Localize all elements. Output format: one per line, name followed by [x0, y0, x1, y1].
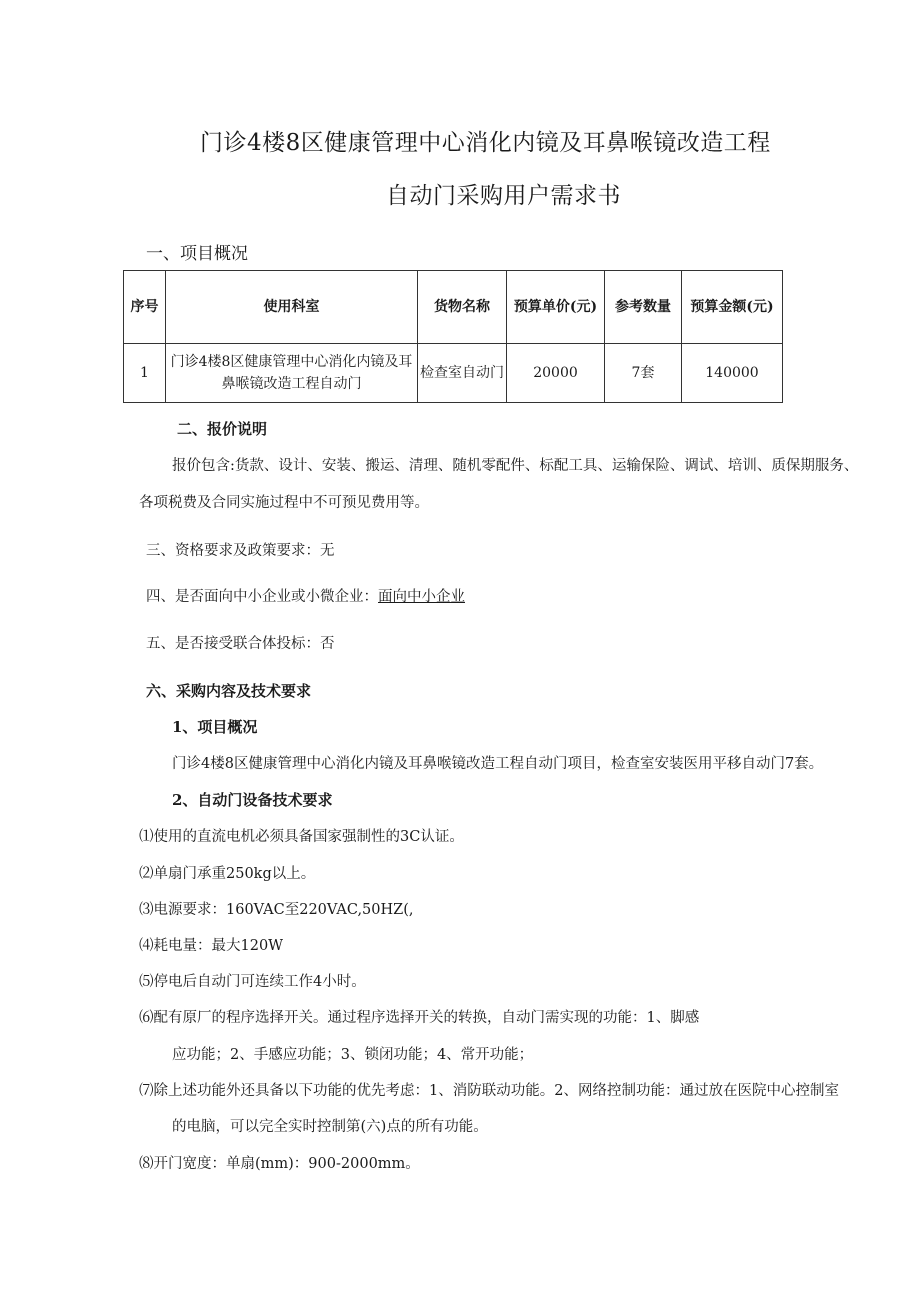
spec-item: ⑸停电后自动门可连续工作4小时。	[139, 974, 366, 990]
section1-heading: 一、项目概况	[146, 244, 248, 264]
spec-item: ⑷耗电量：最大120W	[139, 938, 284, 954]
table-cell: 20000	[507, 344, 605, 403]
col-header: 参考数量	[605, 271, 682, 344]
section5-text: 五、是否接受联合体投标：否	[146, 636, 335, 652]
spec-item-cont: 的电脑，可以完全实时控制第(六)点的所有功能。	[172, 1119, 488, 1135]
table-header-row	[124, 271, 783, 344]
spec-item: ⑴使用的直流电机必须具备国家强制性的3C认证。	[139, 829, 464, 845]
col-header: 序号	[124, 271, 166, 344]
section4-label: 四、是否面向中小企业或小微企业：	[146, 589, 378, 605]
summary-table	[123, 270, 783, 403]
table-cell: 门诊4楼8区健康管理中心消化内镜及耳鼻喉镜改造工程自动门	[166, 344, 418, 403]
section6-heading: 六、采购内容及技术要求	[146, 682, 312, 700]
col-header: 货物名称	[418, 271, 507, 344]
table-cell: 1	[124, 344, 166, 403]
spec-item: ⑶电源要求：160VAC至220VAC,50HZ(,	[139, 902, 414, 918]
table-cell: 140000	[682, 344, 783, 403]
section2-text-line1: 报价包含:货款、设计、安装、搬运、清理、随机零配件、标配工具、运输保险、调试、培训、质保期服务、	[172, 458, 859, 474]
section4-value: 面向中小企业	[378, 589, 465, 605]
spec-item: ⑻开门宽度：单扇(mm)：900-2000mm。	[139, 1156, 420, 1172]
spec-item-cont: 应功能；2、手感应功能；3、锁闭功能；4、常开功能；	[172, 1047, 534, 1063]
table-cell: 7套	[605, 344, 682, 403]
section6-sub1-text: 门诊4楼8区健康管理中心消化内镜及耳鼻喉镜改造工程自动门项目，检查室安装医用平移自动门7套。	[172, 756, 824, 772]
spec-item: ⑹配有原厂的程序选择开关。通过程序选择开关的转换，自动门需实现的功能：1、脚感	[139, 1010, 700, 1026]
table-cell: 检查室自动门	[418, 344, 507, 403]
section2-text-line2: 各项税费及合同实施过程中不可预见费用等。	[139, 495, 429, 511]
spec-item: ⑺除上述功能外还具备以下功能的优先考虑：1、消防联动功能。2、网络控制功能：通过放在医院中心控制室	[139, 1083, 839, 1099]
section2-heading: 二、报价说明	[177, 420, 268, 438]
section6-sub1-heading: 1、项目概况	[172, 718, 258, 736]
spec-item: ⑵单扇门承重250kg以上。	[139, 866, 316, 882]
doc-title-line1: 门诊4楼8区健康管理中心消化内镜及耳鼻喉镜改造工程	[200, 130, 771, 156]
col-header: 使用科室	[166, 271, 418, 344]
col-header: 预算金额(元)	[682, 271, 783, 344]
doc-title-line2: 自动门采购用户需求书	[386, 183, 621, 209]
section3-text: 三、资格要求及政策要求：无	[146, 543, 335, 559]
section4-line	[146, 585, 465, 606]
section6-sub2-heading: 2、自动门设备技术要求	[172, 791, 333, 809]
col-header: 预算单价(元)	[507, 271, 605, 344]
table-row	[124, 344, 783, 403]
